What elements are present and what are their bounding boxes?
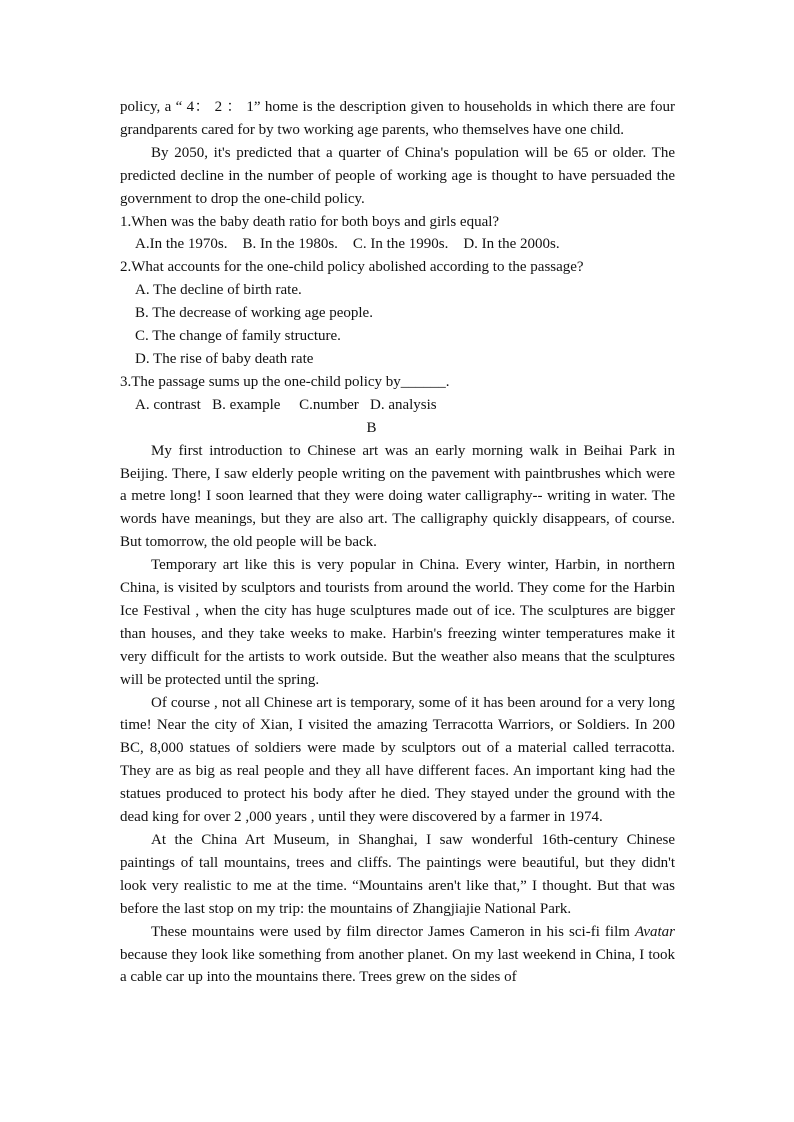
option-b[interactable]: B. The decrease of working age people. (135, 305, 373, 322)
question-1-options (120, 233, 675, 256)
paragraph-text: because they look like something from another planet. On my last weekend in China, I took a cable car up into the mountains there. Trees grew on the sides of (120, 946, 675, 986)
film-title: Avatar (635, 923, 675, 940)
question-2-stem: 2.What accounts for the one-child policy abolished according to the passage? (120, 259, 584, 276)
option-a[interactable]: A. contrast (135, 396, 201, 413)
paragraph-text: These mountains were used by film director James Cameron in his sci-fi film (151, 923, 635, 940)
option-d[interactable]: D. analysis (369, 396, 437, 413)
option-b[interactable]: B. example (212, 396, 281, 413)
option-a[interactable]: A.In the 1970s. (135, 236, 228, 253)
question-1-stem: 1.When was the baby death ratio for both boys and girls equal? (120, 213, 500, 230)
option-a[interactable]: A. The decline of birth rate. (135, 282, 302, 299)
option-d[interactable]: D. In the 2000s. (463, 236, 560, 253)
option-c[interactable]: C. In the 1990s. (352, 236, 449, 253)
option-b[interactable]: B. In the 1980s. (242, 236, 338, 253)
document-page (120, 96, 675, 989)
question-3-options (120, 394, 675, 417)
passage-b-paragraph: My first introduction to Chinese art was an early morning walk in Beihai Park in Beijing. There, I saw elderly people writing on the pavement with paintbrushes which were a metre long! I soon learned that they were doing water calligraphy-- writing in water. The words have meanings, but they are also art. The calligraphy quickly disappears, of course. But tomorrow, the old people will be back. (120, 442, 675, 551)
passage-b-paragraph: Temporary art like this is very popular in China. Every winter, Harbin, in northern China, is visited by sculptors and tourists from around the world. They come for the Harbin Ice Festival , when the city has huge sculptures made out of ice. The sculptures are bigger than houses, and they take weeks to make. Harbin's freezing winter temperatures make it very difficult for the artists to work outside. But the weather also means that the sculptures will be protected until the spring. (120, 557, 675, 688)
option-c[interactable]: C. The change of family structure. (135, 328, 341, 345)
passage-b-heading: B (366, 419, 377, 436)
passage-a-paragraph: policy, a “ 4： 2 ： 1” home is the description given to households in which there are four grandparents cared for by two working age parents, who themselves have one child. (120, 99, 675, 138)
passage-b-paragraph: At the China Art Museum, in Shanghai, I saw wonderful 16th-century Chinese paintings of tall mountains, trees and cliffs. The paintings were beautiful, but they didn't look very realistic to me at the time. “Mountains aren't like that,” I thought. But that was before the last stop on my trip: the mountains of Zhangjiajie National Park. (120, 832, 675, 917)
question-3-stem: 3.The passage sums up the one-child policy by______. (120, 373, 450, 390)
option-d[interactable]: D. The rise of baby death rate (135, 350, 314, 367)
passage-a-paragraph: By 2050, it's predicted that a quarter of China's population will be 65 or older. The predicted decline in the number of people of working age is thought to have persuaded the government to drop the one-child policy. (120, 144, 675, 207)
passage-b-paragraph (120, 921, 675, 990)
passage-b-paragraph: Of course , not all Chinese art is temporary, some of it has been around for a very long time! Near the city of Xian, I visited the amazing Terracotta Warriors, or Soldiers. In 200 BC, 8,000 statues of soldiers were made by sculptors out of a material called terracotta. They are as big as real people and they all have different faces. An important king had the statues produced to protect his body after he died. They stayed under the ground with the dead king for over 2 ,000 years , until they were discovered by a farmer in 1974. (120, 694, 675, 826)
option-c[interactable]: C.number (299, 396, 359, 413)
